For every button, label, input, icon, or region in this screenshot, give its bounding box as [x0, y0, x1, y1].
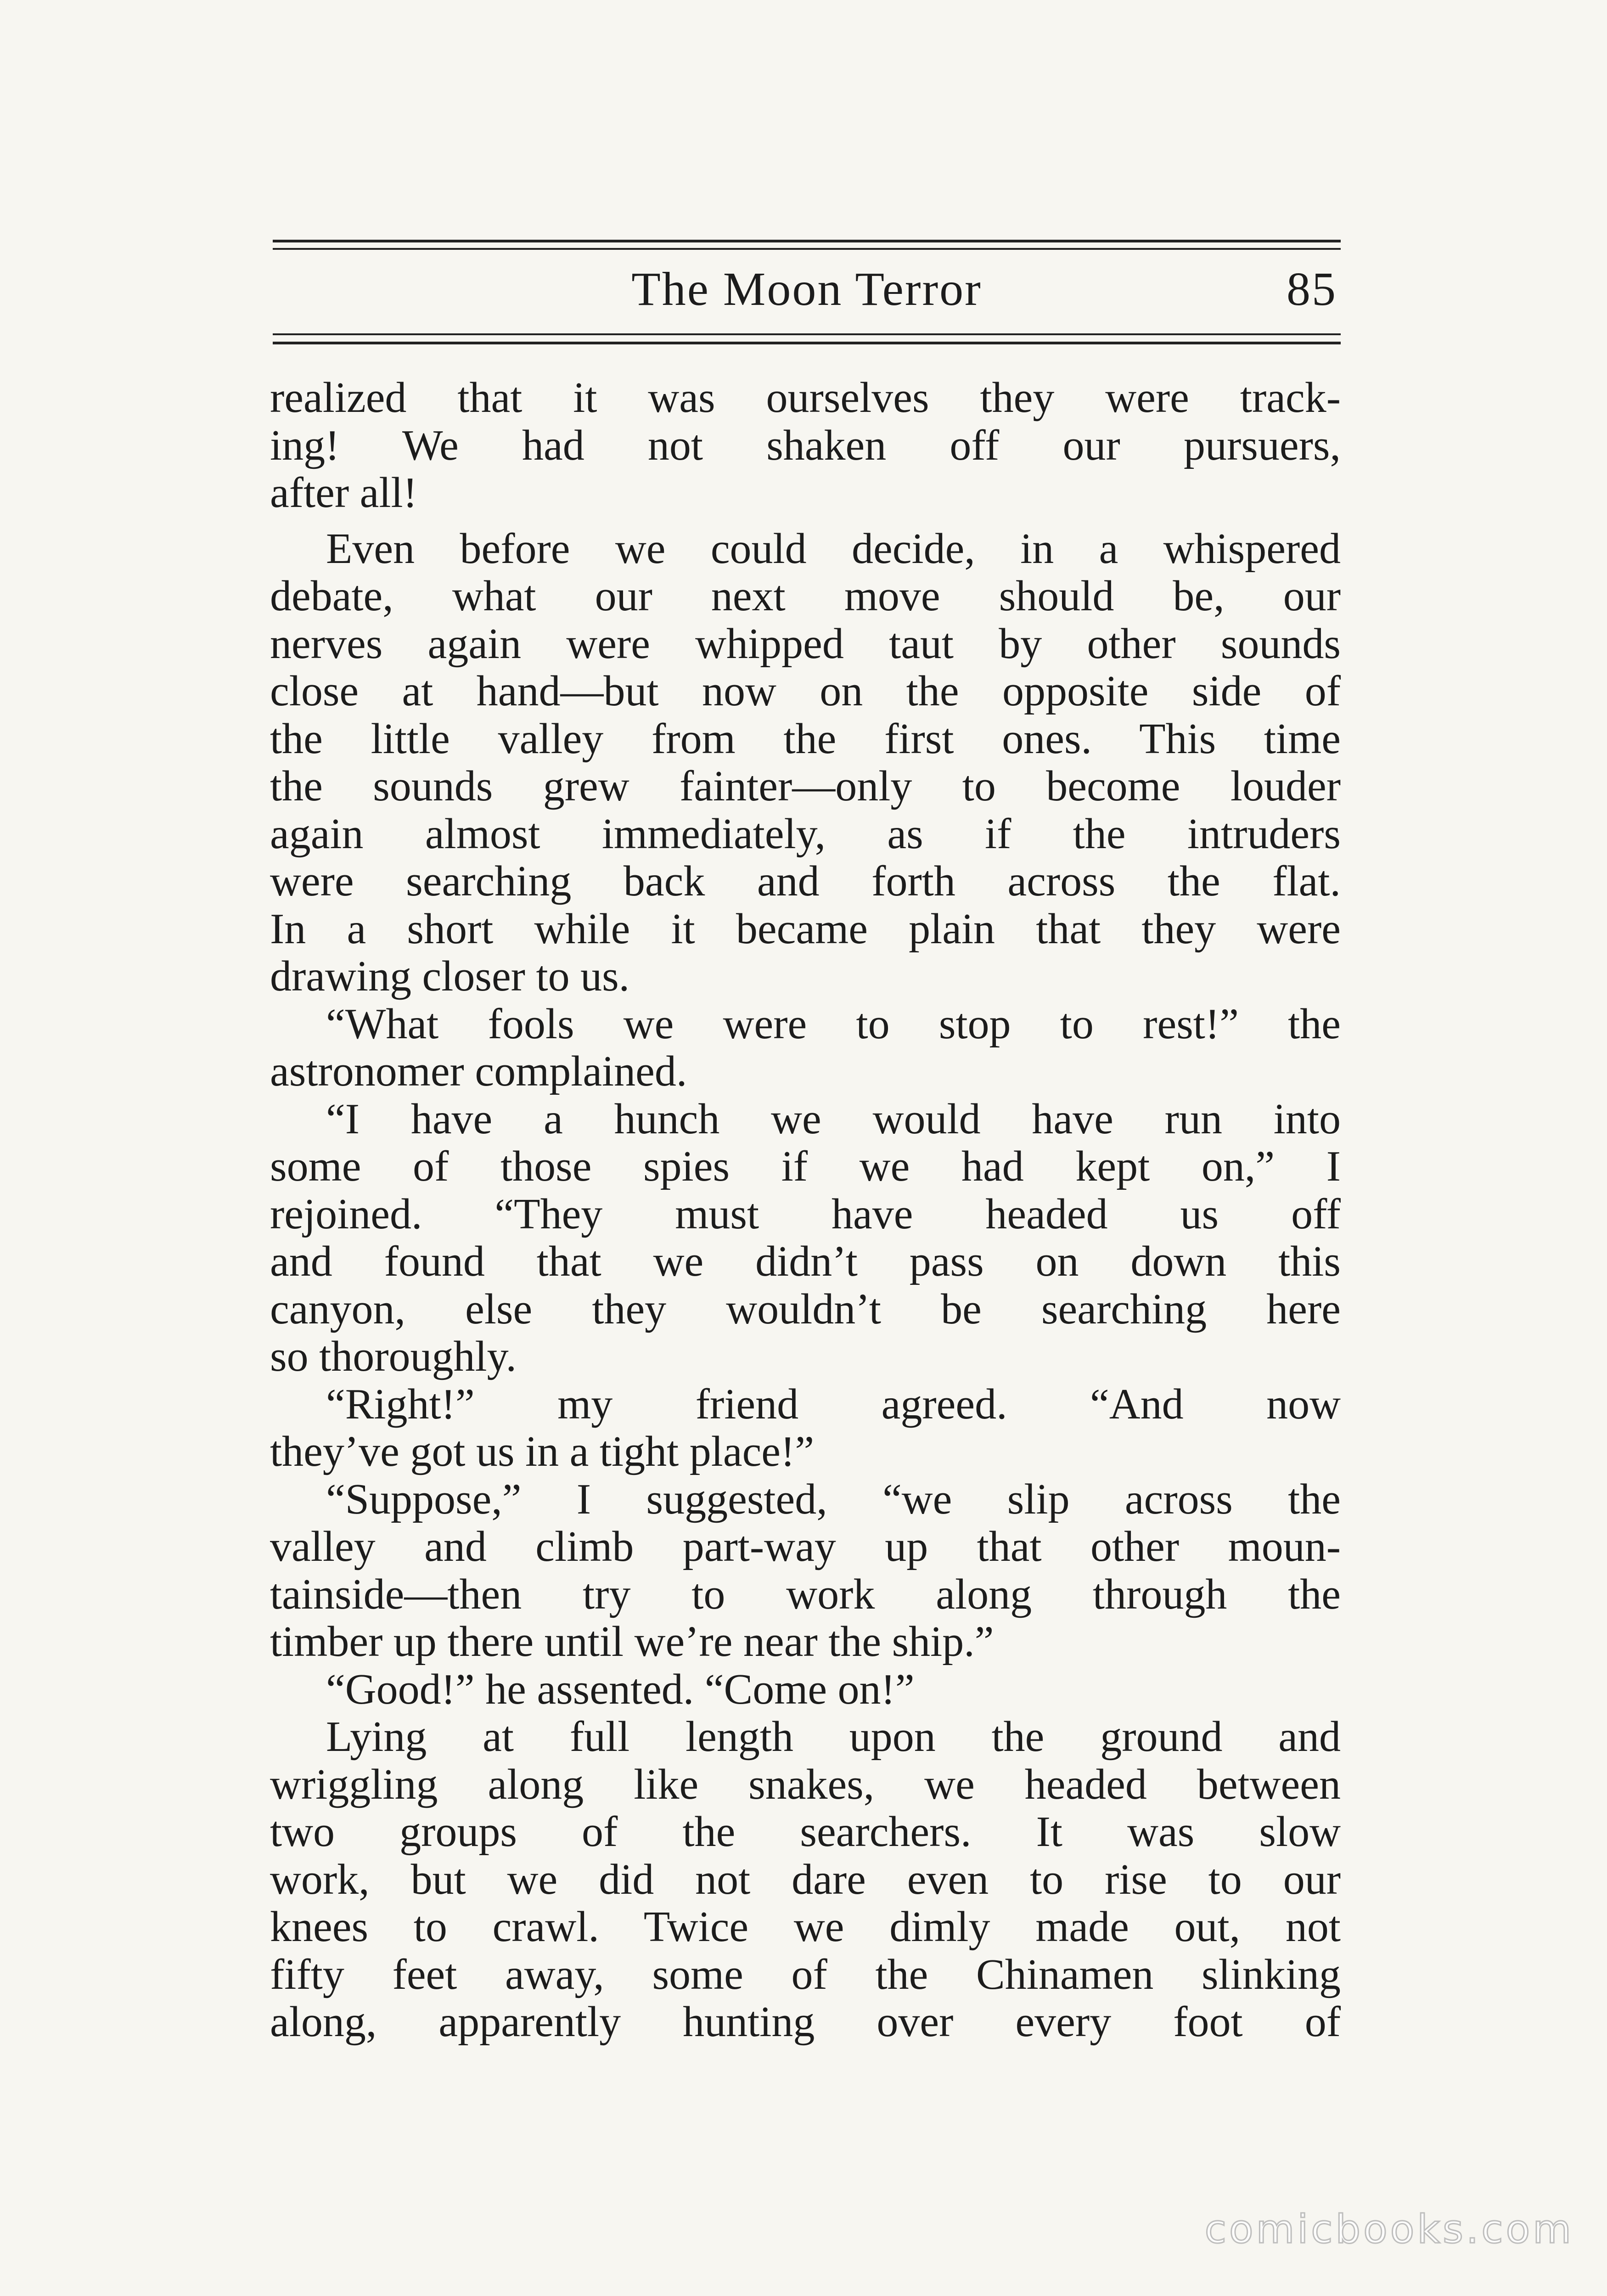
text-line: rejoined. “They must have headed us off — [270, 1190, 1341, 1238]
body-text — [270, 374, 1341, 2046]
text-line: knees to crawl. Twice we dimly made out, not — [270, 1903, 1341, 1951]
text-line: after all! — [270, 469, 417, 517]
page-number: 85 — [1287, 263, 1337, 315]
text-line: In a short while it became plain that they were — [270, 905, 1341, 953]
text-line: they’ve got us in a tight place!” — [270, 1428, 815, 1475]
text-line: realized that it was ourselves they were track- — [270, 374, 1341, 422]
text-line: timber up there until we’re near the ship.” — [270, 1618, 994, 1666]
running-head — [273, 262, 1341, 317]
text-line: wriggling along like snakes, we headed between — [270, 1760, 1341, 1808]
text-line: work, but we did not dare even to rise to our — [270, 1855, 1341, 1903]
header-rule-top-2 — [273, 248, 1341, 250]
text-line: Lying at full length upon the ground and — [326, 1713, 1341, 1761]
text-line: “Good!” he assented. “Come on!” — [326, 1665, 915, 1713]
text-line: astronomer complained. — [270, 1047, 687, 1095]
text-line: close at hand—but now on the opposite side of — [270, 667, 1341, 715]
header-rule-bottom-1 — [273, 333, 1341, 335]
text-line: along, apparently hunting over every foot of — [270, 1998, 1341, 2046]
text-line: fifty feet away, some of the Chinamen slinking — [270, 1950, 1341, 1998]
text-line: and found that we didn’t pass on down this — [270, 1238, 1341, 1285]
text-line: valley and climb part-way up that other moun- — [270, 1523, 1341, 1570]
text-line: Even before we could decide, in a whispered — [326, 524, 1341, 573]
text-line: two groups of the searchers. It was slow — [270, 1808, 1341, 1856]
text-line: “What fools we were to stop to rest!” the — [326, 1000, 1341, 1048]
text-line: the little valley from the first ones. This time — [270, 715, 1341, 763]
header-rule-bottom-2 — [273, 342, 1341, 344]
text-line: “Suppose,” I suggested, “we slip across the — [326, 1475, 1341, 1523]
text-line: debate, what our next move should be, our — [270, 572, 1341, 620]
text-line: the sounds grew fainter—only to become louder — [270, 762, 1341, 810]
running-title: The Moon Terror — [631, 263, 982, 315]
watermark: comicbooks.com — [1204, 2206, 1574, 2252]
text-line: again almost immediately, as if the intruders — [270, 810, 1341, 858]
text-line: drawing closer to us. — [270, 952, 630, 1000]
header-rule-top-1 — [273, 240, 1341, 242]
text-line: nerves again were whipped taut by other sounds — [270, 619, 1341, 668]
text-line: tainside—then try to work along through the — [270, 1570, 1341, 1618]
text-line: ing! We had not shaken off our pursuers, — [270, 421, 1341, 469]
text-line: so thoroughly. — [270, 1333, 517, 1380]
text-line: canyon, else they wouldn’t be searching here — [270, 1285, 1341, 1333]
text-line: “Right!” my friend agreed. “And now — [326, 1380, 1341, 1428]
text-line: some of those spies if we had kept on,” I — [270, 1142, 1341, 1190]
text-line: “I have a hunch we would have run into — [326, 1095, 1341, 1143]
text-line: were searching back and forth across the flat. — [270, 857, 1341, 905]
